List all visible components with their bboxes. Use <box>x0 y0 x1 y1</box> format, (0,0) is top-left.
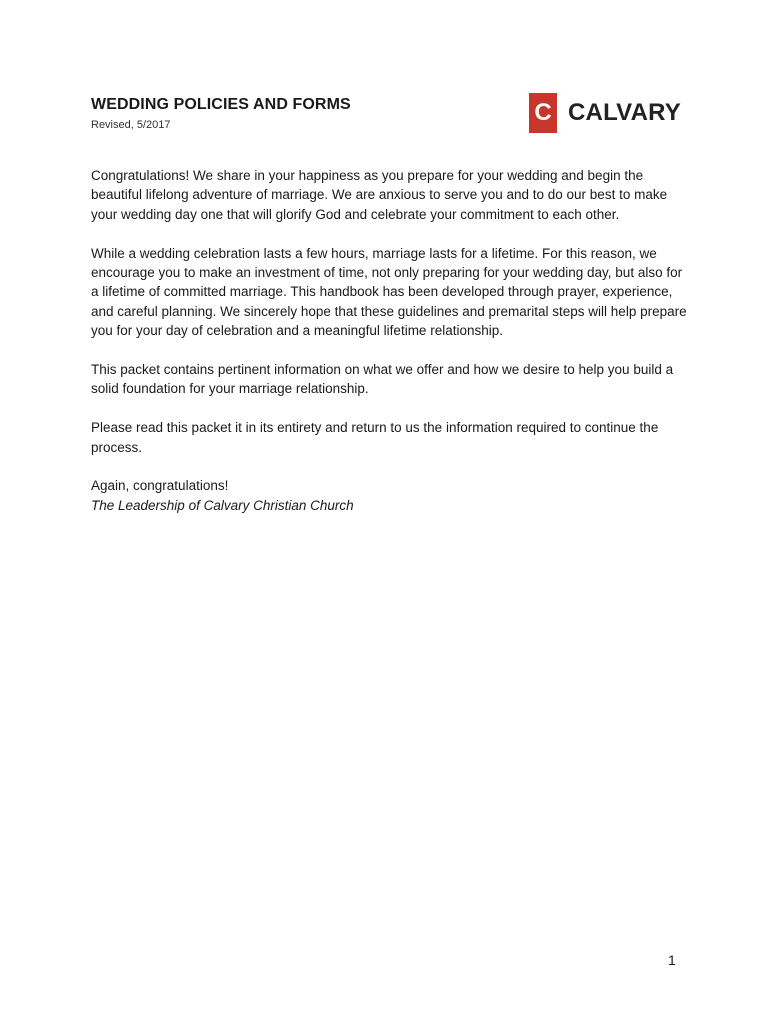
signature-line: The Leadership of Calvary Christian Church <box>91 497 354 513</box>
calvary-logo <box>529 93 681 133</box>
revision-date: Revised, 5/2017 <box>91 119 171 131</box>
closing-line: Again, congratulations! <box>91 478 229 494</box>
paragraph-packet-contents: This packet contains pertinent information on what we offer and how we desire to help you build a solid foundation for your marriage relationship. <box>91 362 674 397</box>
paragraph-lifetime: While a wedding celebration lasts a few hours, marriage lasts for a lifetime. For this reason, we encourage you to make an investment of time, not only preparing for your wedding day, but also for a lifetime of committed marriage. This handbook has been developed through prayer, experience, and careful planning. We sincerely hope that these guidelines and premarital steps will help prepare you for your day of celebration and a meaningful lifetime relationship. <box>91 245 687 339</box>
paragraph-instructions: Please read this packet it in its entirety and return to us the information required to continue the process. <box>91 420 659 455</box>
page-number: 1 <box>668 952 676 968</box>
letter-body <box>91 166 691 515</box>
logo-mark-letter: C <box>534 99 552 126</box>
paragraph-congratulations: Congratulations! We share in your happiness as you prepare for your wedding and begin the beautiful lifelong adventure of marriage. We are anxious to serve you and to do our best to make your wedding day one that will glorify God and celebrate your commitment to each other. <box>91 168 668 222</box>
document-title: WEDDING POLICIES AND FORMS <box>91 96 351 113</box>
signature-block <box>91 476 691 515</box>
logo-wordmark: CALVARY <box>568 99 681 126</box>
document-header <box>91 95 351 132</box>
logo-mark-icon <box>529 93 557 133</box>
